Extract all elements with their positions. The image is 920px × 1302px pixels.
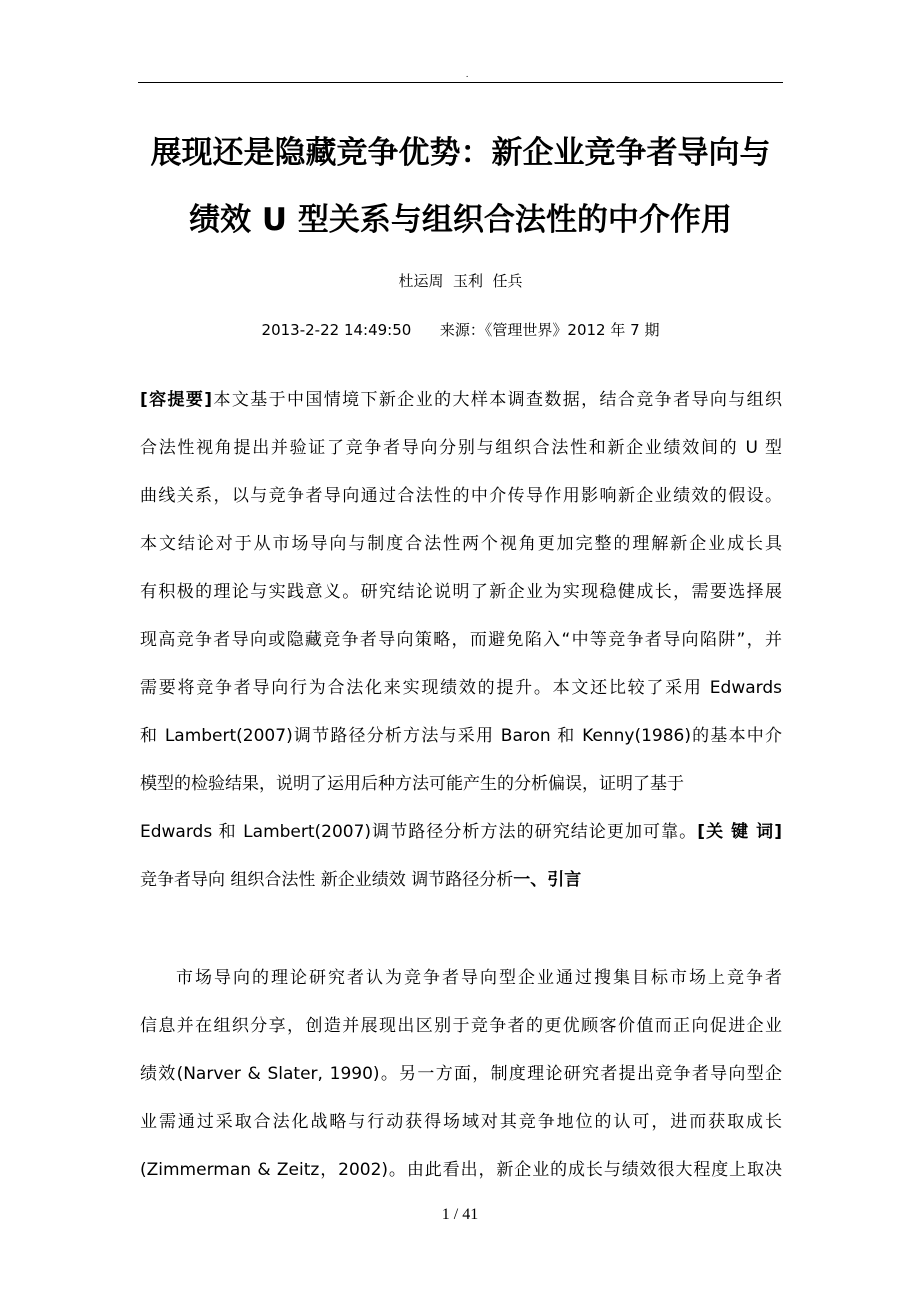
abstract-line (140, 388, 782, 412)
intro-line: 信息并在组织分享，创造并展现出区别于竞争者的更优顾客价值而正向促进企业 (140, 1016, 782, 1036)
abstract-line: 模型的检验结果，说明了运用后种方法可能产生的分析偏误，证明了基于 (140, 774, 684, 794)
intro-line: 绩效(Narver & Slater, 1990)。另一方面，制度理论研究者提出竞争者导向型企 (140, 1064, 782, 1084)
keywords: 竞争者导向 组织合法性 新企业绩效 调节路径分析 (140, 870, 514, 890)
abstract-line: 合法性视角提出并验证了竞争者导向分别与组织合法性和新企业绩效间的 U 型 (140, 438, 782, 458)
header-mark: . (466, 69, 469, 79)
dateline: 2013-2-22 14:49:50 来源：《管理世界》2012 年 7 期 (261, 321, 660, 339)
abstract-line: 需要将竞争者导向行为合法化来实现绩效的提升。本文还比较了采用 Edwards (140, 678, 782, 698)
abstract-label: [容提要] (140, 390, 213, 410)
page-number: 1 / 41 (441, 1206, 479, 1223)
header-rule (138, 82, 783, 83)
keywords-line (140, 868, 782, 892)
intro-line: 市场导向的理论研究者认为竞争者导向型企业通过搜集目标市场上竞争者 (176, 968, 782, 988)
abstract-line: 曲线关系，以与竞争者导向通过合法性的中介传导作用影响新企业绩效的假设。 (140, 486, 782, 506)
keywords-label: [关 键 词] (697, 822, 782, 842)
abstract-text: Edwards 和 Lambert(2007)调节路径分析方法的研究结论更加可靠。 (140, 822, 698, 842)
abstract-line: 有积极的理论与实践意义。研究结论说明了新企业为实现稳健成长，需要选择展 (140, 582, 782, 602)
intro-line: 业需通过采取合法化战略与行动获得场域对其竞争地位的认可，进而获取成长 (140, 1112, 782, 1132)
authors: 杜运周 玉利 任兵 (398, 272, 523, 290)
abstract-line: 本文结论对于从市场导向与制度合法性两个视角更加完整的理解新企业成长具 (140, 534, 782, 554)
intro-line: (Zimmerman & Zeitz，2002)。由此看出，新企业的成长与绩效很大程度上取决 (140, 1160, 782, 1180)
title-line-1: 展现还是隐藏竞争优势：新企业竞争者导向与 (150, 135, 771, 171)
abstract-text: 本文基于中国情境下新企业的大样本调查数据，结合竞争者导向与组织 (212, 390, 782, 410)
abstract-line: 现高竞争者导向或隐藏竞争者导向策略，而避免陷入“中等竞争者导向陷阱”，并 (140, 630, 782, 650)
abstract-line (140, 820, 782, 844)
section-heading: 一、引言 (513, 870, 582, 890)
abstract-line: 和 Lambert(2007)调节路径分析方法与采用 Baron 和 Kenny(1986)的基本中介 (140, 726, 782, 746)
title-line-2: 绩效 U 型关系与组织合法性的中介作用 (189, 202, 732, 238)
